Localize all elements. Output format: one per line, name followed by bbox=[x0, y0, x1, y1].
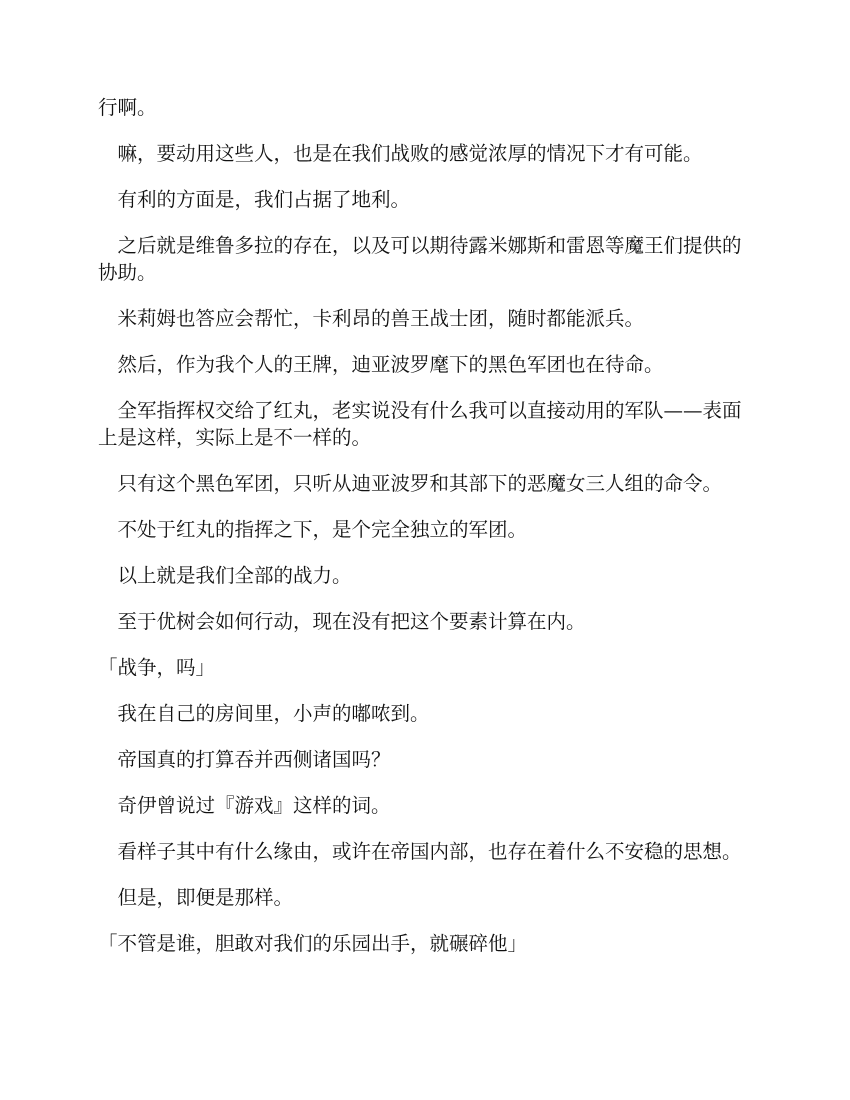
dialogue-line: 「战争，吗」 bbox=[98, 656, 216, 679]
paragraph: 之后就是维鲁多拉的存在，以及可以期待露米娜斯和雷恩等魔王们提供的协助。 bbox=[98, 234, 742, 284]
paragraph: 奇伊曾说过『游戏』这样的词。 bbox=[117, 794, 391, 817]
dialogue-line: 「不管是谁，胆敢对我们的乐园出手，就碾碎他」 bbox=[98, 932, 528, 955]
paragraph: 有利的方面是，我们占据了地利。 bbox=[117, 188, 411, 211]
paragraph: 全军指挥权交给了红丸，老实说没有什么我可以直接动用的军队——表面上是这样，实际上是不一样的。 bbox=[98, 399, 742, 449]
paragraph: 帝国真的打算吞并西侧诸国吗？ bbox=[117, 748, 391, 771]
paragraph: 我在自己的房间里，小声的嘟哝到。 bbox=[117, 702, 430, 725]
paragraph: 米莉姆也答应会帮忙，卡利昂的兽王战士团，随时都能派兵。 bbox=[117, 307, 645, 330]
paragraph: 以上就是我们全部的战力。 bbox=[117, 564, 352, 587]
paragraph: 至于优树会如何行动，现在没有把这个要素计算在内。 bbox=[117, 610, 586, 633]
paragraph: 只有这个黑色军团，只听从迪亚波罗和其部下的恶魔女三人组的命令。 bbox=[117, 472, 723, 495]
document-body bbox=[98, 94, 758, 976]
paragraph: 行啊。 bbox=[98, 96, 157, 119]
paragraph: 不处于红丸的指挥之下，是个完全独立的军团。 bbox=[117, 518, 528, 541]
paragraph: 嘛，要动用这些人，也是在我们战败的感觉浓厚的情况下才有可能。 bbox=[117, 142, 703, 165]
paragraph: 然后，作为我个人的王牌，迪亚波罗麾下的黑色军团也在待命。 bbox=[117, 353, 664, 376]
paragraph: 看样子其中有什么缘由，或许在帝国内部，也存在着什么不安稳的思想。 bbox=[117, 840, 742, 863]
paragraph: 但是，即便是那样。 bbox=[117, 886, 294, 909]
